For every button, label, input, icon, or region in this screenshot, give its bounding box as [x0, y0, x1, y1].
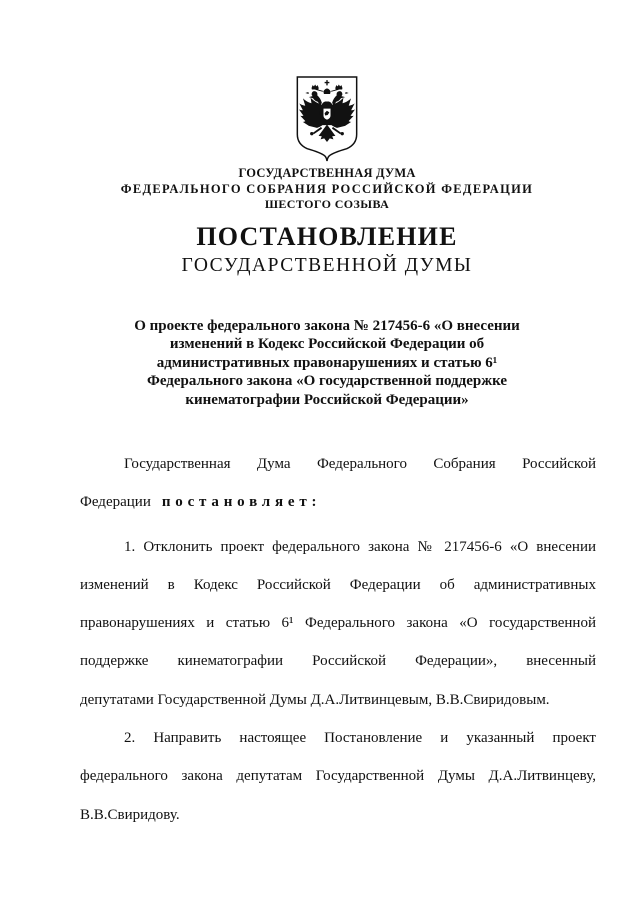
- document-body: [80, 445, 596, 834]
- subject-line: изменений в Кодекс Российской Федерации об: [169, 336, 485, 353]
- org-convocation-line: ШЕСТОГО СОЗЫВА: [264, 197, 390, 212]
- subject-line: кинематографии Российской Федерации»: [185, 391, 469, 408]
- body-line: 2. Направить настоящее Постановление и указанный проект: [124, 730, 596, 747]
- body-line: поддержке кинематографии Российской Федерации», внесенный: [80, 653, 596, 670]
- letterhead: [14, 166, 640, 213]
- subject-line: Федерального закона «О государственной поддержке: [146, 373, 508, 390]
- org-name-line2: ФЕДЕРАЛЬНОГО СОБРАНИЯ РОССИЙСКОЙ ФЕДЕРАЦИИ: [120, 181, 534, 196]
- body-line: правонарушениях и статью 6¹ Федерального закона «О государственной: [80, 615, 596, 632]
- subject-line: административных правонарушениях и статью 6¹: [156, 354, 498, 371]
- item-1-paragraph: [80, 528, 596, 719]
- body-line: федерального закона депутатам Государственной Думы Д.А.Литвинцеву,: [80, 768, 596, 785]
- document-title: [14, 222, 640, 278]
- subject-heading: [14, 317, 640, 409]
- preamble-tail: Федерации: [80, 494, 151, 511]
- title-sub: ГОСУДАРСТВЕННОЙ ДУМЫ: [181, 255, 473, 276]
- item-2-paragraph: [80, 719, 596, 834]
- title-main: ПОСТАНОВЛЕНИЕ: [196, 222, 458, 251]
- decree-word: постановляет:: [161, 494, 322, 511]
- body-line: депутатами Государственной Думы Д.А.Литвинцевым, В.В.Свиридовым.: [80, 691, 550, 708]
- body-line: [80, 483, 596, 521]
- coat-of-arms-icon: [294, 75, 360, 164]
- subject-line: О проекте федерального закона № 217456-6 «О внесении: [134, 318, 520, 334]
- body-line: изменений в Кодекс Российской Федерации об административных: [80, 576, 596, 593]
- body-line: Государственная Дума Федерального Собрания Российской: [124, 456, 596, 472]
- preamble-paragraph: [80, 445, 596, 522]
- body-line: В.В.Свиридову.: [80, 806, 180, 823]
- org-name-line1: ГОСУДАРСТВЕННАЯ ДУМА: [238, 166, 416, 180]
- body-line: 1. Отклонить проект федерального закона № 217456-6 «О внесении: [124, 538, 596, 555]
